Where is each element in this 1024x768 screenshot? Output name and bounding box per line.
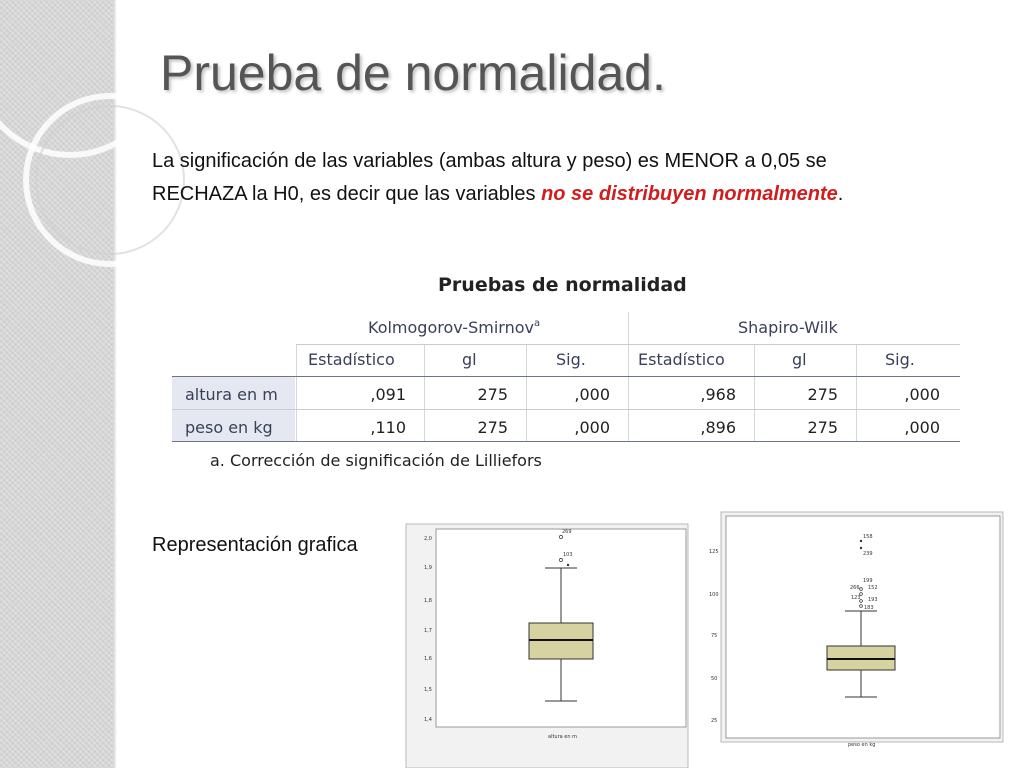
x-axis-label: peso en kg xyxy=(848,742,876,748)
group-header-sw: Shapiro-Wilk xyxy=(738,318,838,337)
ytick-label: 1,9 xyxy=(424,565,432,571)
outlier-label: 158 xyxy=(863,534,873,540)
cell-altura-sw-gl: 275 xyxy=(807,385,838,404)
col-header-ks-gl: gl xyxy=(462,350,477,369)
cell-altura-ks-gl: 275 xyxy=(477,385,508,404)
representation-label: Representación grafica xyxy=(152,534,358,556)
ytick-label: 100 xyxy=(709,592,719,598)
group-header-ks-label: Kolmogorov-Smirnov xyxy=(368,318,534,337)
ytick-label: 2,0 xyxy=(424,536,432,542)
ytick-label: 1,5 xyxy=(424,687,432,693)
table-footnote: a. Corrección de significación de Lilliefors xyxy=(210,451,542,470)
outlier-label: 193 xyxy=(868,597,878,603)
ytick-label: 50 xyxy=(711,676,718,682)
ytick-label: 25 xyxy=(711,718,718,724)
paragraph-emphasis: no se distribuyen normalmente xyxy=(541,183,838,205)
ytick-label: 125 xyxy=(709,549,719,555)
outlier-label: 199 xyxy=(863,578,873,584)
ytick-label: 1,4 xyxy=(424,717,432,723)
outlier-marker xyxy=(860,547,862,549)
outlier-label: 103 xyxy=(563,552,573,558)
slide-title: Prueba de normalidad. xyxy=(160,45,666,101)
outlier-label: 152 xyxy=(868,585,878,591)
col-header-ks-sig: Sig. xyxy=(556,350,586,369)
cell-peso-ks-sig: ,000 xyxy=(574,418,610,437)
cell-peso-ks-stat: ,110 xyxy=(370,418,406,437)
cell-altura-ks-sig: ,000 xyxy=(574,385,610,404)
row-label-peso: peso en kg xyxy=(185,418,273,437)
outlier-label: 266 xyxy=(850,585,860,591)
col-header-sw-gl: gl xyxy=(792,350,807,369)
plot-area xyxy=(726,516,1000,738)
col-header-sw-sig: Sig. xyxy=(885,350,915,369)
col-header-sw-stat: Estadístico xyxy=(638,350,725,369)
outlier-marker xyxy=(860,540,862,542)
cell-altura-sw-stat: ,968 xyxy=(700,385,736,404)
group-header-ks-sup: a xyxy=(533,318,541,329)
boxplot-peso xyxy=(709,512,1003,748)
outlier-label: 269 xyxy=(562,529,572,535)
paragraph-text: La significación de las variables (ambas altura y peso) es MENOR a 0,05 se RECHAZA la H0, es decir que las variables xyxy=(152,150,827,205)
cell-peso-ks-gl: 275 xyxy=(477,418,508,437)
ytick-label: 75 xyxy=(711,633,718,639)
x-axis-label: altura en m xyxy=(548,734,577,740)
boxplot-altura xyxy=(406,524,688,768)
cell-altura-sw-sig: ,000 xyxy=(904,385,940,404)
ytick-label: 1,7 xyxy=(424,628,432,634)
col-header-ks-stat: Estadístico xyxy=(308,350,395,369)
cell-peso-sw-gl: 275 xyxy=(807,418,838,437)
paragraph-end: . xyxy=(837,183,844,205)
table-title: Pruebas de normalidad xyxy=(438,274,687,296)
cell-peso-sw-sig: ,000 xyxy=(904,418,940,437)
cell-altura-ks-stat: ,091 xyxy=(370,385,406,404)
outlier-marker xyxy=(567,564,569,566)
ytick-label: 1,8 xyxy=(424,598,432,604)
outlier-label: 239 xyxy=(863,551,873,557)
row-label-altura: altura en m xyxy=(185,385,278,404)
cell-peso-sw-stat: ,896 xyxy=(700,418,736,437)
outlier-label: 123 xyxy=(851,595,861,601)
outlier-label: 183 xyxy=(864,605,874,611)
ytick-label: 1,6 xyxy=(424,656,432,662)
